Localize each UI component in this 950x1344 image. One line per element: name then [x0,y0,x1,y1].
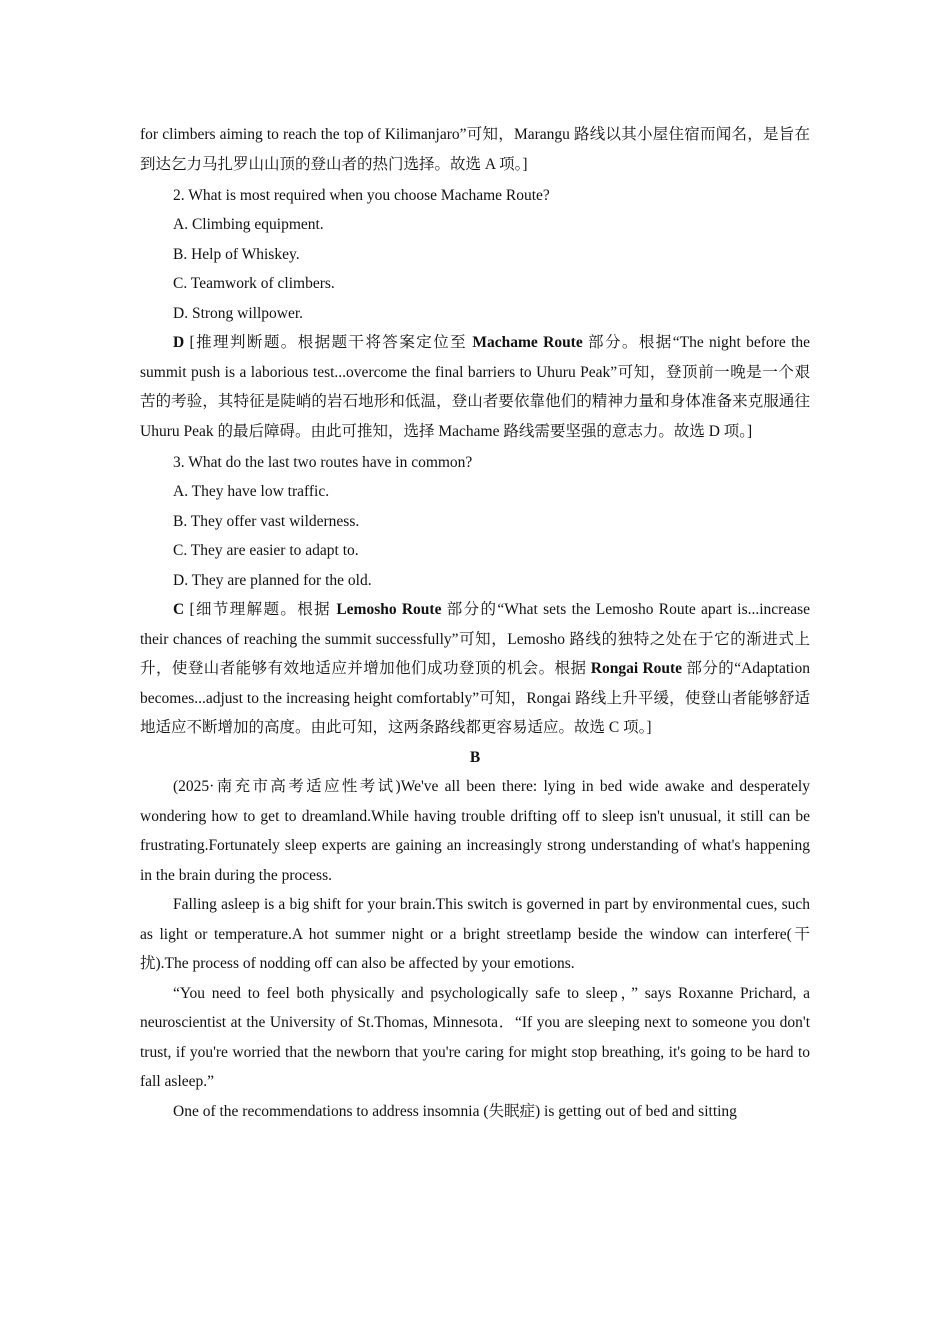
q3-exp-bold-2: Rongai Route [590,660,683,677]
q3-option-d: D. They are planned for the old. [173,571,372,589]
q3-exp-pre: [细节理解题。根据 [184,601,337,618]
passage-paragraph-2: Falling asleep is a big shift for your brain.This switch is governed in part by environmental cues, such as light or temperature.A hot summer night or a bright streetlamp beside the window can interfere(干扰).The process of nodding off can also be affected by your emotions. [140,896,810,972]
passage-paragraph-3: “You need to feel both physically and psychologically safe to sleep，” says Roxanne Prichard, a neuroscientist at the University of St.Thomas, Minnesota．“If you are sleeping next to someone you don't trust, if you're worried that the newborn that you're caring for might stop breathing, it's going to be hard to fall asleep.” [140,984,810,1090]
q3-option-c: C. They are easier to adapt to. [173,542,359,559]
q2-option-d: D. Strong willpower. [173,304,304,322]
q2-answer: D [173,334,185,351]
section-heading-b: B [469,748,481,766]
q2-option-c: C. Teamwork of climbers. [173,275,335,292]
passage-paragraph-4: One of the recommendations to address insomnia (失眠症) is getting out of bed and sitting [173,1102,737,1120]
q2-exp-bold: Machame Route [472,334,583,351]
q2-explanation [140,328,810,446]
passage-paragraph-1: (2025·南充市高考适应性考试)We've all been there: lying in bed wide awake and desperately wondering how to get to dreamland.While having trouble drifting off to sleep isn't unusual, it still can be frustrating.Fortunately sleep experts are gaining an increasingly strong understanding of what's happening in the brain during the process. [140,778,810,884]
q3-exp-mid: 部分的“What sets the Lemosho Route apart is...increase their chances of reaching the summit successfully”可知，Lemosho 路线的独特之处在于它的渐进式上升，使登山者能够有效地适应并增加他们成功登顶的机会。根据 [140,601,810,677]
question-2: 2. What is most required when you choose Machame Route? [173,186,550,204]
q2-option-a: A. Climbing equipment. [173,216,324,233]
q2-exp-post: 部分。根据“The night before the summit push is a laborious test...overcome the final barriers to Uhuru Peak”可知，登顶前一晚是一个艰苦的考验，其特征是陡峭的岩石地形和低温，登山者要依靠他们的精神力量和身体准备来克服通往 Uhuru Peak 的最后障碍。由此可推知，选择 Machame 路线需要坚强的意志力。故选 D 项。] [140,334,811,440]
q2-option-b: B. Help of Whiskey. [173,245,300,263]
document-page [140,120,810,1126]
q3-option-a: A. They have low traffic. [173,483,330,500]
question-3: 3. What do the last two routes have in common? [173,453,473,471]
q3-option-b: B. They offer vast wilderness. [173,512,360,530]
q3-exp-post: 部分的“Adaptation becomes...adjust to the increasing height comfortably”可知，Rongai 路线上升平缓，使登山者能够舒适地适应不断增加的高度。由此可知，这两条路线都更容易适应。故选 C 项。] [140,660,810,736]
q2-exp-pre: [推理判断题。根据题干将答案定位至 [184,334,473,351]
intro-paragraph: for climbers aiming to reach the top of Kilimanjaro”可知，Marangu 路线以其小屋住宿而闻名，是旨在到达乞力马扎罗山山顶的登山者的热门选择。故选 A 项。] [140,126,810,173]
q3-explanation [140,595,810,743]
q3-answer: C [173,601,185,618]
q3-exp-bold-1: Lemosho Route [336,601,442,618]
